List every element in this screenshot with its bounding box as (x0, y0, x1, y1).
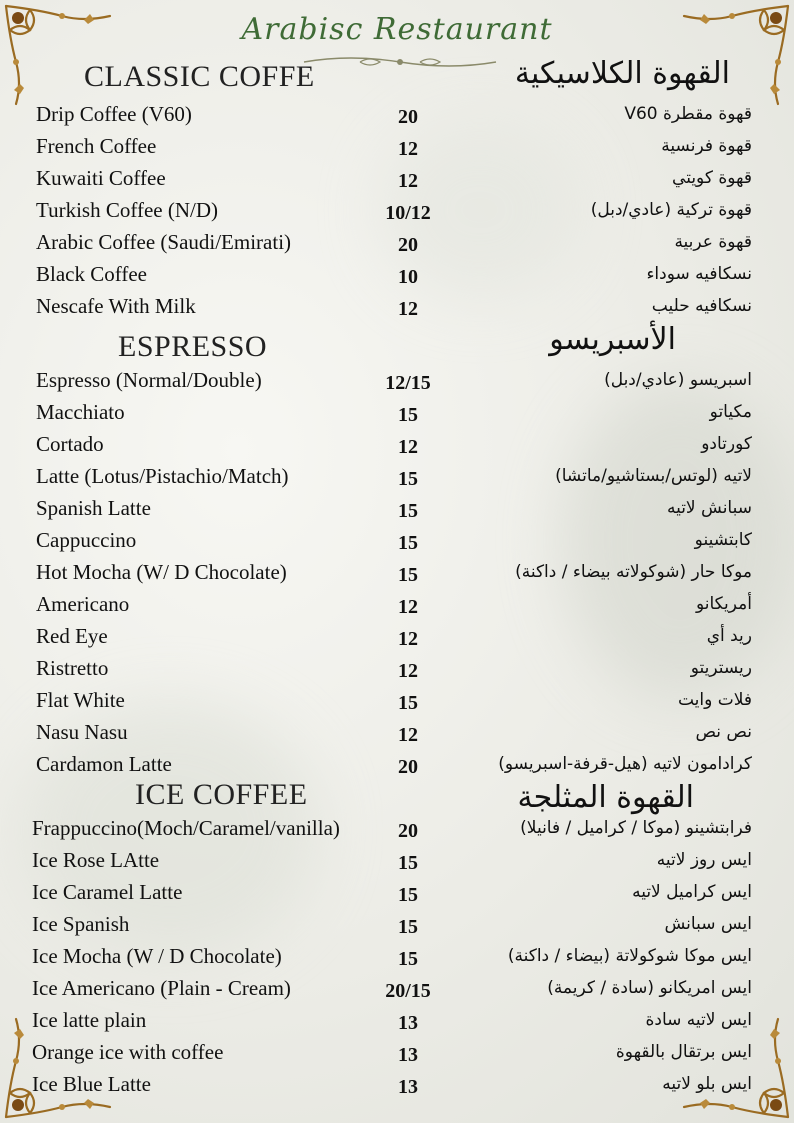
item-price: 15 (398, 468, 418, 490)
menu-item (0, 166, 794, 198)
item-name-ar: نص نص (695, 722, 752, 742)
item-price: 10 (398, 266, 418, 288)
item-name-ar: فرابتشينو (موكا / كراميل / فانيلا) (520, 818, 752, 838)
item-name-en: French Coffee (36, 134, 157, 158)
item-price: 12 (398, 628, 418, 650)
item-name-ar: سبانش لاتيه (666, 498, 752, 518)
menu-item (0, 976, 794, 1008)
menu-item (0, 688, 794, 720)
item-name-ar: قهوة كويتي (672, 168, 752, 188)
item-price: 15 (398, 948, 418, 970)
item-price: 20 (398, 756, 418, 778)
menu-item (0, 464, 794, 496)
item-name-en: Ice Americano (Plain - Cream) (32, 976, 291, 1000)
menu-item (0, 528, 794, 560)
item-name-ar: ايس بلو لاتيه (662, 1074, 752, 1094)
menu-item (0, 912, 794, 944)
item-name-en: Arabic Coffee (Saudi/Emirati) (36, 230, 292, 254)
item-name-en: Frappuccino(Moch/Caramel/vanilla) (32, 816, 340, 840)
item-name-ar: ريد أي (706, 626, 752, 646)
item-price: 15 (398, 404, 418, 426)
item-name-en: Espresso (Normal/Double) (36, 368, 262, 392)
item-name-en: Ice Blue Latte (32, 1072, 151, 1096)
menu-item (0, 656, 794, 688)
item-name-en: Kuwaiti Coffee (36, 166, 166, 190)
item-price: 20/15 (385, 980, 431, 1002)
item-name-ar: ايس امريكانو (سادة / كريمة) (547, 978, 752, 998)
item-name-en: Flat White (36, 688, 125, 712)
item-name-ar: ايس كراميل لاتيه (632, 882, 752, 902)
menu-item (0, 432, 794, 464)
section-title-en: ESPRESSO (118, 330, 268, 363)
menu-item (0, 720, 794, 752)
item-name-en: Turkish Coffee (N/D) (36, 198, 218, 222)
item-name-en: Ice Mocha (W / D Chocolate) (32, 944, 282, 968)
item-name-ar: ايس سبانش (664, 914, 752, 934)
menu-item (0, 400, 794, 432)
item-price: 15 (398, 852, 418, 874)
item-name-en: Ice Caramel Latte (32, 880, 183, 904)
item-price: 12 (398, 596, 418, 618)
item-name-en: Cappuccino (36, 528, 137, 552)
item-price: 12 (398, 298, 418, 320)
item-name-ar: اسبريسو (عادي/دبل) (604, 370, 752, 390)
item-name-ar: فلات وايت (677, 690, 752, 710)
menu-item (0, 592, 794, 624)
item-name-ar: ايس موكا شوكولاتة (بيضاء / داكنة) (507, 946, 752, 966)
item-name-ar: كابتشينو (694, 530, 752, 550)
title-flourish (300, 52, 500, 72)
item-price: 15 (398, 500, 418, 522)
item-name-en: Ice Spanish (32, 912, 130, 936)
section-title-ar: الأسبريسو (549, 322, 676, 357)
item-name-ar: لاتيه (لوتس/بستاشيو/ماتشا) (555, 466, 752, 486)
item-name-en: Hot Mocha (W/ D Chocolate) (36, 560, 287, 584)
menu-item (0, 560, 794, 592)
item-name-en: Spanish Latte (36, 496, 151, 520)
item-price: 12/15 (385, 372, 431, 394)
item-price: 12 (398, 660, 418, 682)
item-name-ar: قهوة عربية (674, 232, 752, 252)
item-name-en: Red Eye (36, 624, 108, 648)
item-name-ar: كورتادو (701, 434, 752, 454)
section-title-ar: القهوة الكلاسيكية (514, 56, 730, 91)
item-name-ar: قهوة فرنسية (661, 136, 752, 156)
item-name-en: Ristretto (36, 656, 109, 680)
item-name-en: Cardamon Latte (36, 752, 172, 776)
item-name-ar: ريستريتو (690, 658, 752, 678)
menu-item (0, 1040, 794, 1072)
item-name-en: Macchiato (36, 400, 125, 424)
item-name-ar: موكا حار (شوكولاته بيضاء / داكنة) (515, 562, 752, 582)
menu-item (0, 880, 794, 912)
item-name-ar: أمريكانو (695, 594, 752, 614)
item-price: 15 (398, 532, 418, 554)
item-name-en: Drip Coffee (V60) (36, 102, 192, 126)
menu-item (0, 230, 794, 262)
item-name-ar: نسكافيه سوداء (646, 264, 752, 284)
item-name-ar: ايس روز لاتيه (656, 850, 752, 870)
menu-item (0, 198, 794, 230)
item-name-en: Orange ice with coffee (32, 1040, 224, 1064)
item-price: 20 (398, 106, 418, 128)
item-name-ar: كرادامون لاتيه (هيل-قرفة-اسبريسو) (498, 754, 752, 774)
item-price: 15 (398, 564, 418, 586)
menu-item (0, 624, 794, 656)
menu-item (0, 1008, 794, 1040)
item-price: 13 (398, 1076, 418, 1098)
section-title-en: ICE COFFEE (135, 778, 308, 811)
item-name-en: Ice latte plain (32, 1008, 147, 1032)
item-price: 15 (398, 884, 418, 906)
item-name-ar: ايس لاتيه سادة (645, 1010, 752, 1030)
item-name-en: Cortado (36, 432, 104, 456)
item-price: 20 (398, 234, 418, 256)
item-name-ar: مكياتو (709, 402, 752, 422)
section-title-en: CLASSIC COFFE (84, 60, 315, 93)
item-name-en: Americano (36, 592, 130, 616)
item-price: 15 (398, 916, 418, 938)
item-name-ar: ايس برتقال بالقهوة (615, 1042, 752, 1062)
item-price: 12 (398, 138, 418, 160)
menu-item (0, 262, 794, 294)
item-price: 15 (398, 692, 418, 714)
item-price: 12 (398, 724, 418, 746)
menu-item (0, 368, 794, 400)
item-name-en: Black Coffee (36, 262, 147, 286)
menu-item (0, 816, 794, 848)
item-name-ar: قهوة مقطرة V60 (624, 104, 752, 124)
section-title-ar: القهوة المثلجة (517, 780, 694, 815)
item-name-ar: قهوة تركية (عادي/دبل) (590, 200, 752, 220)
menu-item (0, 848, 794, 880)
item-name-en: Ice Rose LAtte (32, 848, 160, 872)
item-price: 10/12 (385, 202, 431, 224)
item-name-ar: نسكافيه حليب (651, 296, 752, 316)
item-name-en: Latte (Lotus/Pistachio/Match) (36, 464, 289, 488)
item-price: 20 (398, 820, 418, 842)
menu-item (0, 102, 794, 134)
menu-item (0, 944, 794, 976)
item-price: 13 (398, 1012, 418, 1034)
item-name-en: Nasu Nasu (36, 720, 128, 744)
item-price: 13 (398, 1044, 418, 1066)
menu-item (0, 134, 794, 166)
item-price: 12 (398, 436, 418, 458)
menu-item (0, 496, 794, 528)
item-price: 12 (398, 170, 418, 192)
menu-item (0, 1072, 794, 1104)
item-name-en: Nescafe With Milk (36, 294, 196, 318)
restaurant-title: Arabisc Restaurant (241, 12, 553, 47)
